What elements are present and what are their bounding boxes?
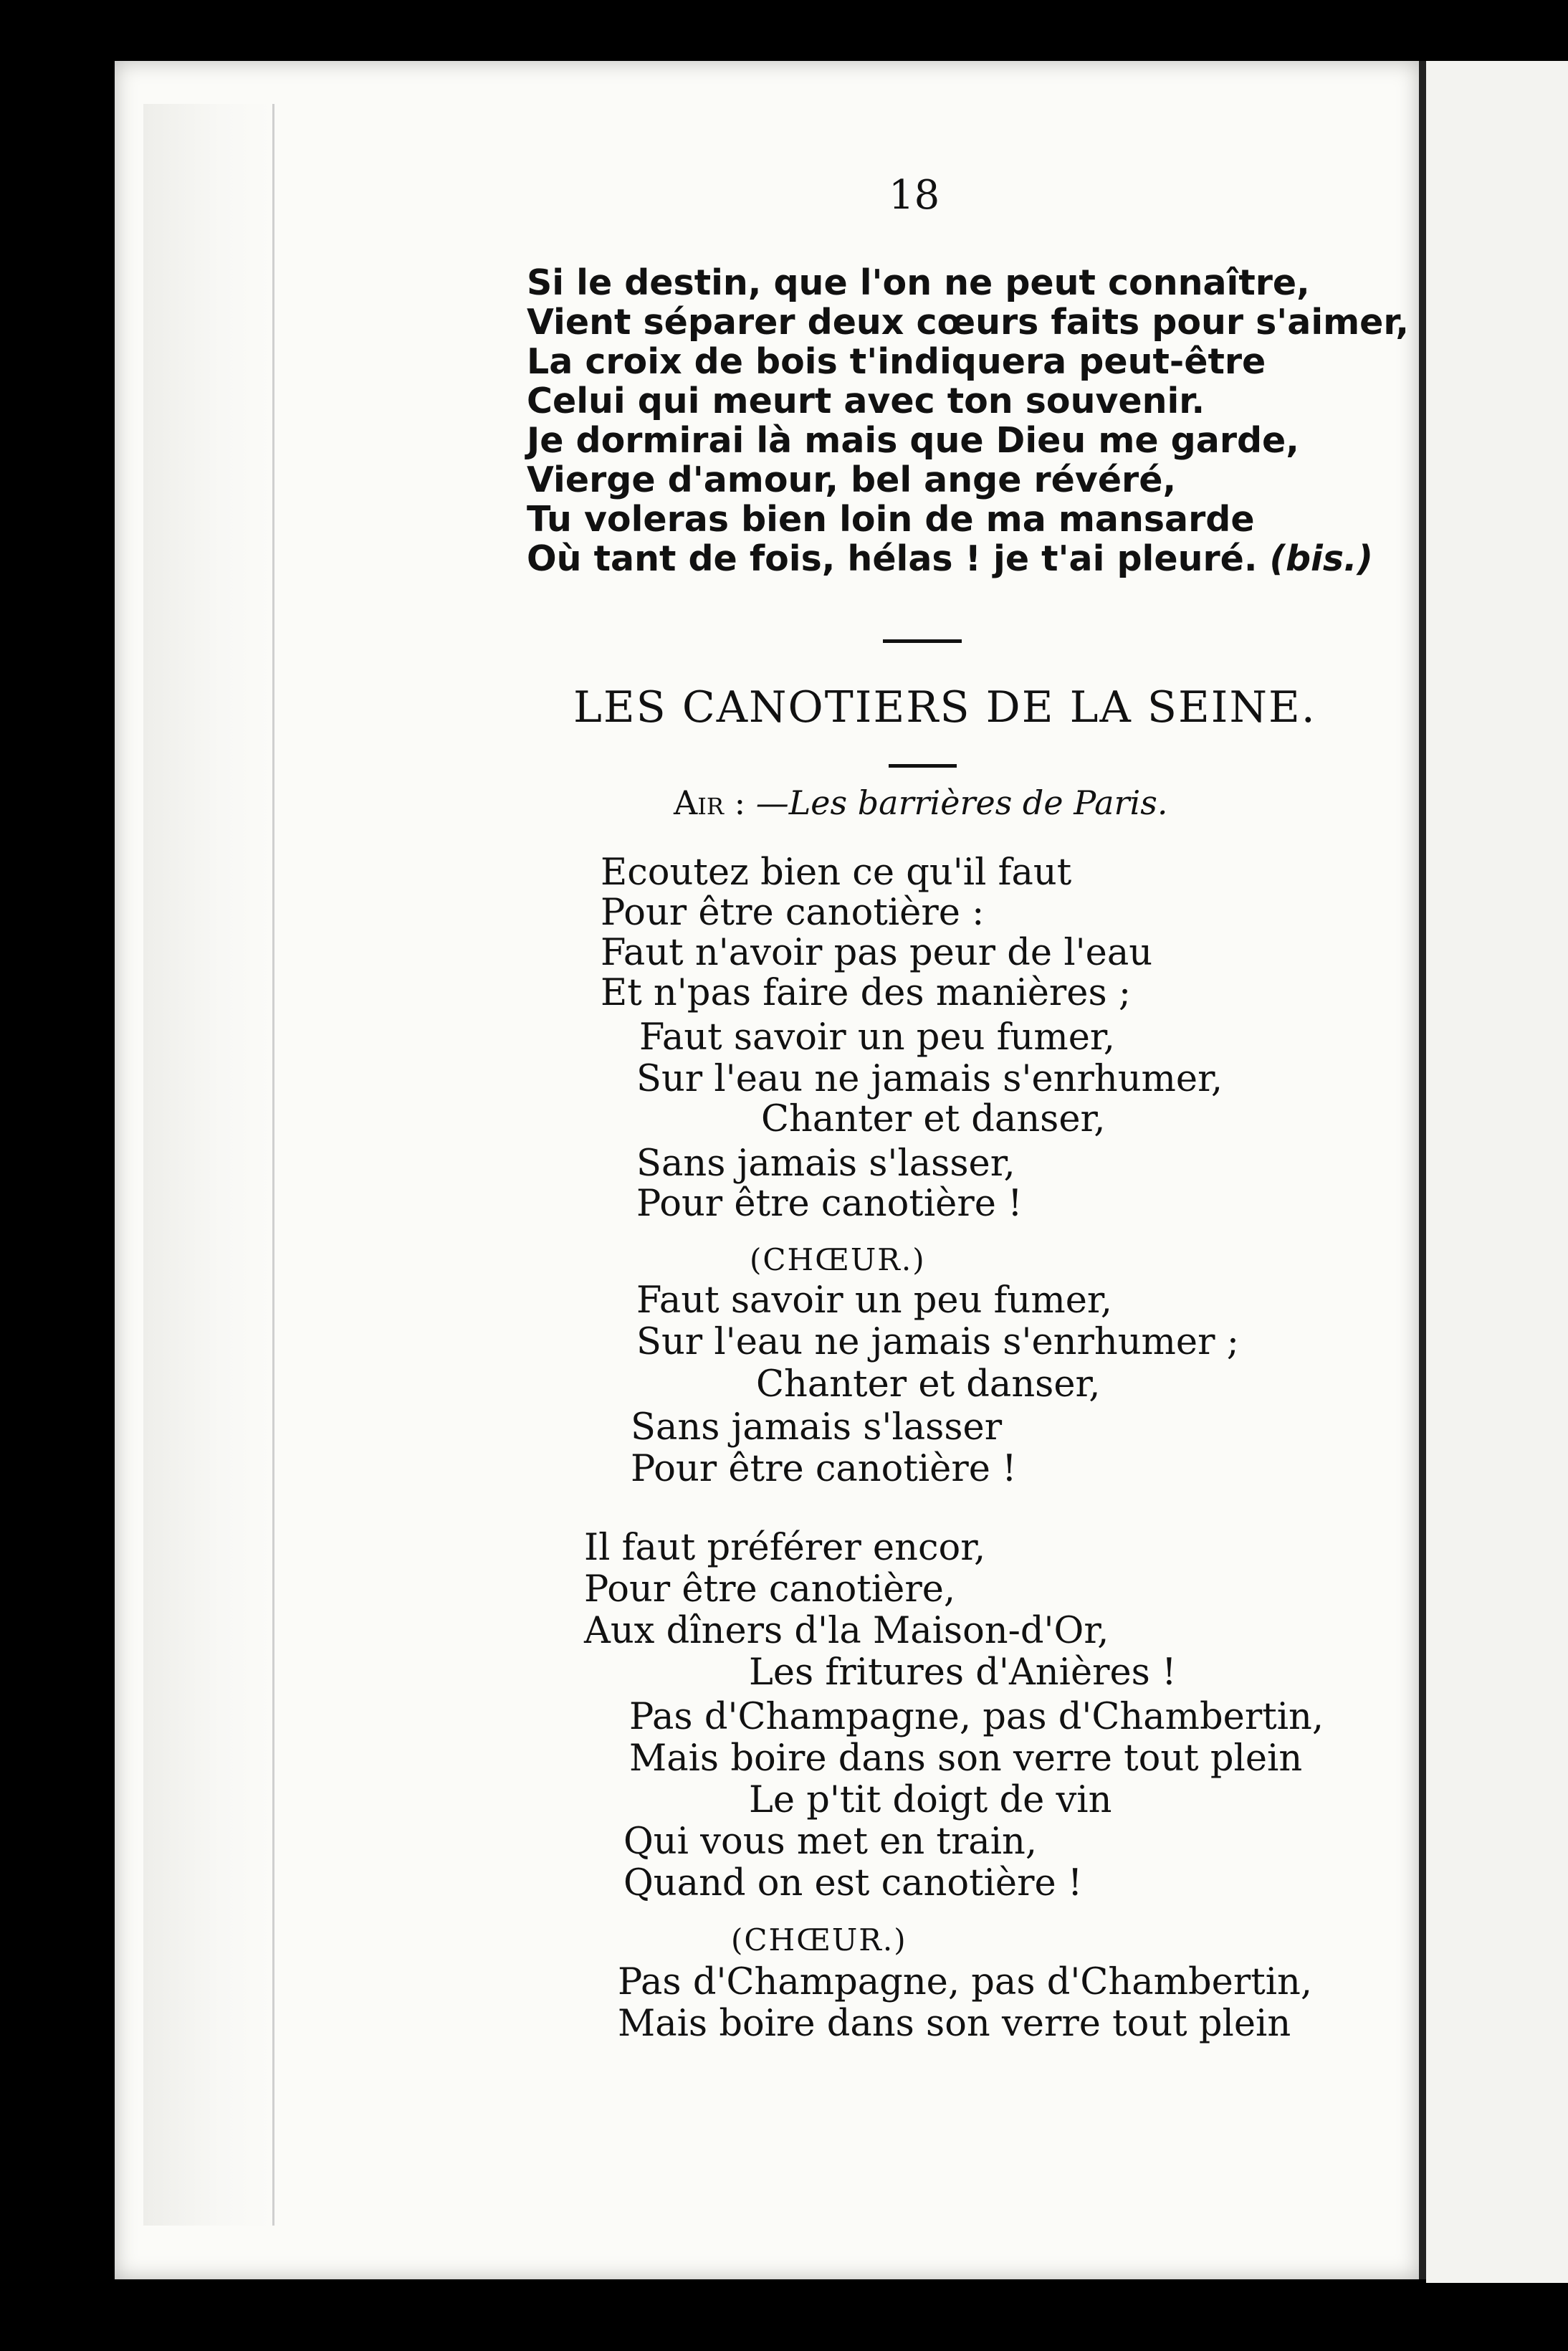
stanza-line: La croix de bois t'indiquera peut-être [527,341,1266,382]
stanza-line: Je dormirai là mais que Dieu me garde, [527,420,1299,461]
title-divider [889,764,957,768]
stanza-line: Vierge d'amour, bel ange révéré, [527,459,1177,500]
verse-line: Aux dîners d'la Maison-d'Or, [584,1610,1109,1652]
verse-line: Sur l'eau ne jamais s'enrhumer, [636,1058,1223,1100]
verse-line: Sans jamais s'lasser, [636,1143,1015,1185]
chorus-line: Pour être canotière ! [631,1448,1017,1490]
verse-line: Qui vous met en train, [623,1821,1038,1863]
verse-line: Quand on est canotière ! [623,1862,1083,1904]
page-number: 18 [889,172,940,219]
verse-line: Le p'tit doigt de vin [749,1779,1112,1821]
verse-line: Pas d'Champagne, pas d'Chambertin, [629,1696,1324,1738]
air-indication [674,783,1167,822]
verse-line: Faut savoir un peu fumer, [639,1016,1115,1059]
chorus-line: Sur l'eau ne jamais s'enrhumer ; [636,1321,1239,1363]
verse-line: Pour être canotière : [601,892,985,934]
verse-line: Pour être canotière ! [636,1183,1023,1225]
chorus-line: Pas d'Champagne, pas d'Chambertin, [618,1961,1313,2003]
chorus-line: Chanter et danser, [756,1363,1101,1406]
page-fold-margin [143,104,274,2226]
air-label: Air : [674,783,746,822]
stanza-line: Vient séparer deux cœurs faits pour s'aimer, [527,302,1409,343]
stanza-line-text: Où tant de fois, hélas ! je t'ai pleuré. [527,538,1258,579]
chorus-line: Mais boire dans son verre tout plein [618,2003,1291,2045]
chorus-label: (CHŒUR.) [750,1242,926,1277]
verse-line: Faut n'avoir pas peur de l'eau [601,932,1153,974]
song-title: LES CANOTIERS DE LA SEINE. [573,682,1316,733]
chorus-line: Sans jamais s'lasser [631,1406,1003,1449]
verse-line: Et n'pas faire des manières ; [601,972,1132,1014]
adjacent-page-edge [1426,61,1568,2283]
verse-line: Chanter et danser, [761,1098,1106,1140]
section-divider [883,639,962,643]
verse-line: Mais boire dans son verre tout plein [629,1737,1303,1780]
chorus-line: Faut savoir un peu fumer, [636,1279,1112,1322]
bis-marker: (bis.) [1269,538,1373,579]
air-tune: —Les barrières de Paris. [755,783,1168,822]
stanza-line-last [527,538,1373,581]
verse-line: Ecoutez bien ce qu'il faut [601,852,1072,894]
verse-line: Il faut préférer encor, [584,1527,986,1569]
verse-line: Pour être canotière, [584,1568,956,1611]
stanza-line: Si le destin, que l'on ne peut connaître, [527,262,1310,303]
chorus-label-2: (CHŒUR.) [731,1922,907,1957]
stanza-line: Celui qui meurt avec ton souvenir. [527,381,1205,421]
verse-line: Les fritures d'Anières ! [749,1651,1177,1694]
stanza-line: Tu voleras bien loin de ma mansarde [527,499,1255,540]
